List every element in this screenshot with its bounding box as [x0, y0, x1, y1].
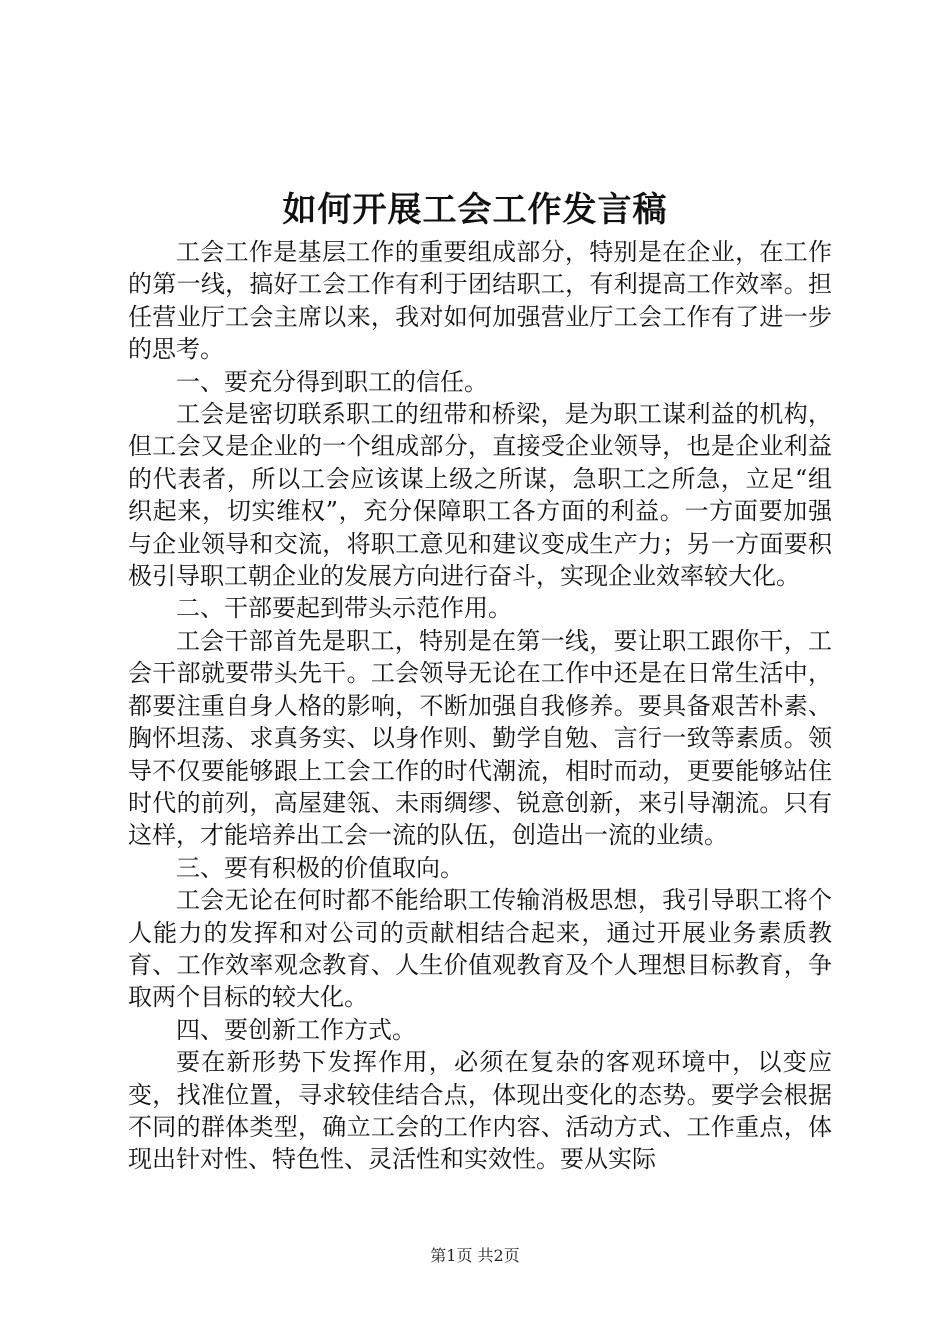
document-body — [128, 236, 832, 1176]
paragraph-intro: 工会工作是基层工作的重要组成部分，特别是在企业，在工作的第一线，搞好工会工作有利于团结职工，有利提高工作效率。担任营业厅工会主席以来，我对如何加强营业厅工会工作有了进一步的思考。 — [128, 238, 832, 364]
section-heading-2: 二、干部要起到带头示范作用。 — [176, 594, 512, 623]
section-heading-3: 三、要有积极的价值取向。 — [176, 853, 464, 882]
paragraph-section-1: 工会是密切联系职工的纽带和桥梁，是为职工谋利益的机构，但工会又是企业的一个组成部分，直接受企业领导，也是企业利益的代表者，所以工会应该谋上级之所谋，急职工之所急，立足“组织起来，切实维权”，充分保障职工各方面的利益。一方面要加强与企业领导和交流，将职工意见和建议变成生产力；另一方面要积极引导职工朝企业的发展方向进行奋斗，实现企业效率较大化。 — [128, 400, 832, 591]
document-title: 如何开展工会工作发言稿 — [282, 190, 668, 230]
paragraph-section-2: 工会干部首先是职工，特别是在第一线，要让职工跟你干，工会干部就要带头先干。工会领导无论在工作中还是在日常生活中，都要注重自身人格的影响，不断加强自我修养。要具备艰苦朴素、胸怀坦荡、求真务实、以身作则、勤学自勉、言行一致等素质。领导不仅要能够跟上工会工作的时代潮流，相时而动，更要能够站住时代的前列，高屋建瓴、未雨绸缪、锐意创新，来引导潮流。只有这样，才能培养出工会一流的队伍，创造出一流的业绩。 — [128, 626, 832, 850]
section-heading-1: 一、要充分得到职工的信任。 — [176, 367, 488, 396]
paragraph-section-3: 工会无论在何时都不能给职工传输消极思想，我引导职工将个人能力的发挥和对公司的贡献相结合起来，通过开展业务素质教育、工作效率观念教育、人生价值观教育及个人理想目标教育，争取两个目标的较大化。 — [128, 886, 832, 1012]
section-heading-4: 四、要创新工作方式。 — [176, 1015, 416, 1044]
page-footer: 第1页 共2页 — [430, 1246, 520, 1265]
paragraph-section-4: 要在新形势下发挥作用，必须在复杂的客观环境中，以变应变，找准位置，寻求较佳结合点，体现出变化的态势。要学会根据不同的群体类型，确立工会的工作内容、活动方式、工作重点，体现出针对性、特色性、灵活性和实效性。要从实际 — [128, 1048, 832, 1174]
